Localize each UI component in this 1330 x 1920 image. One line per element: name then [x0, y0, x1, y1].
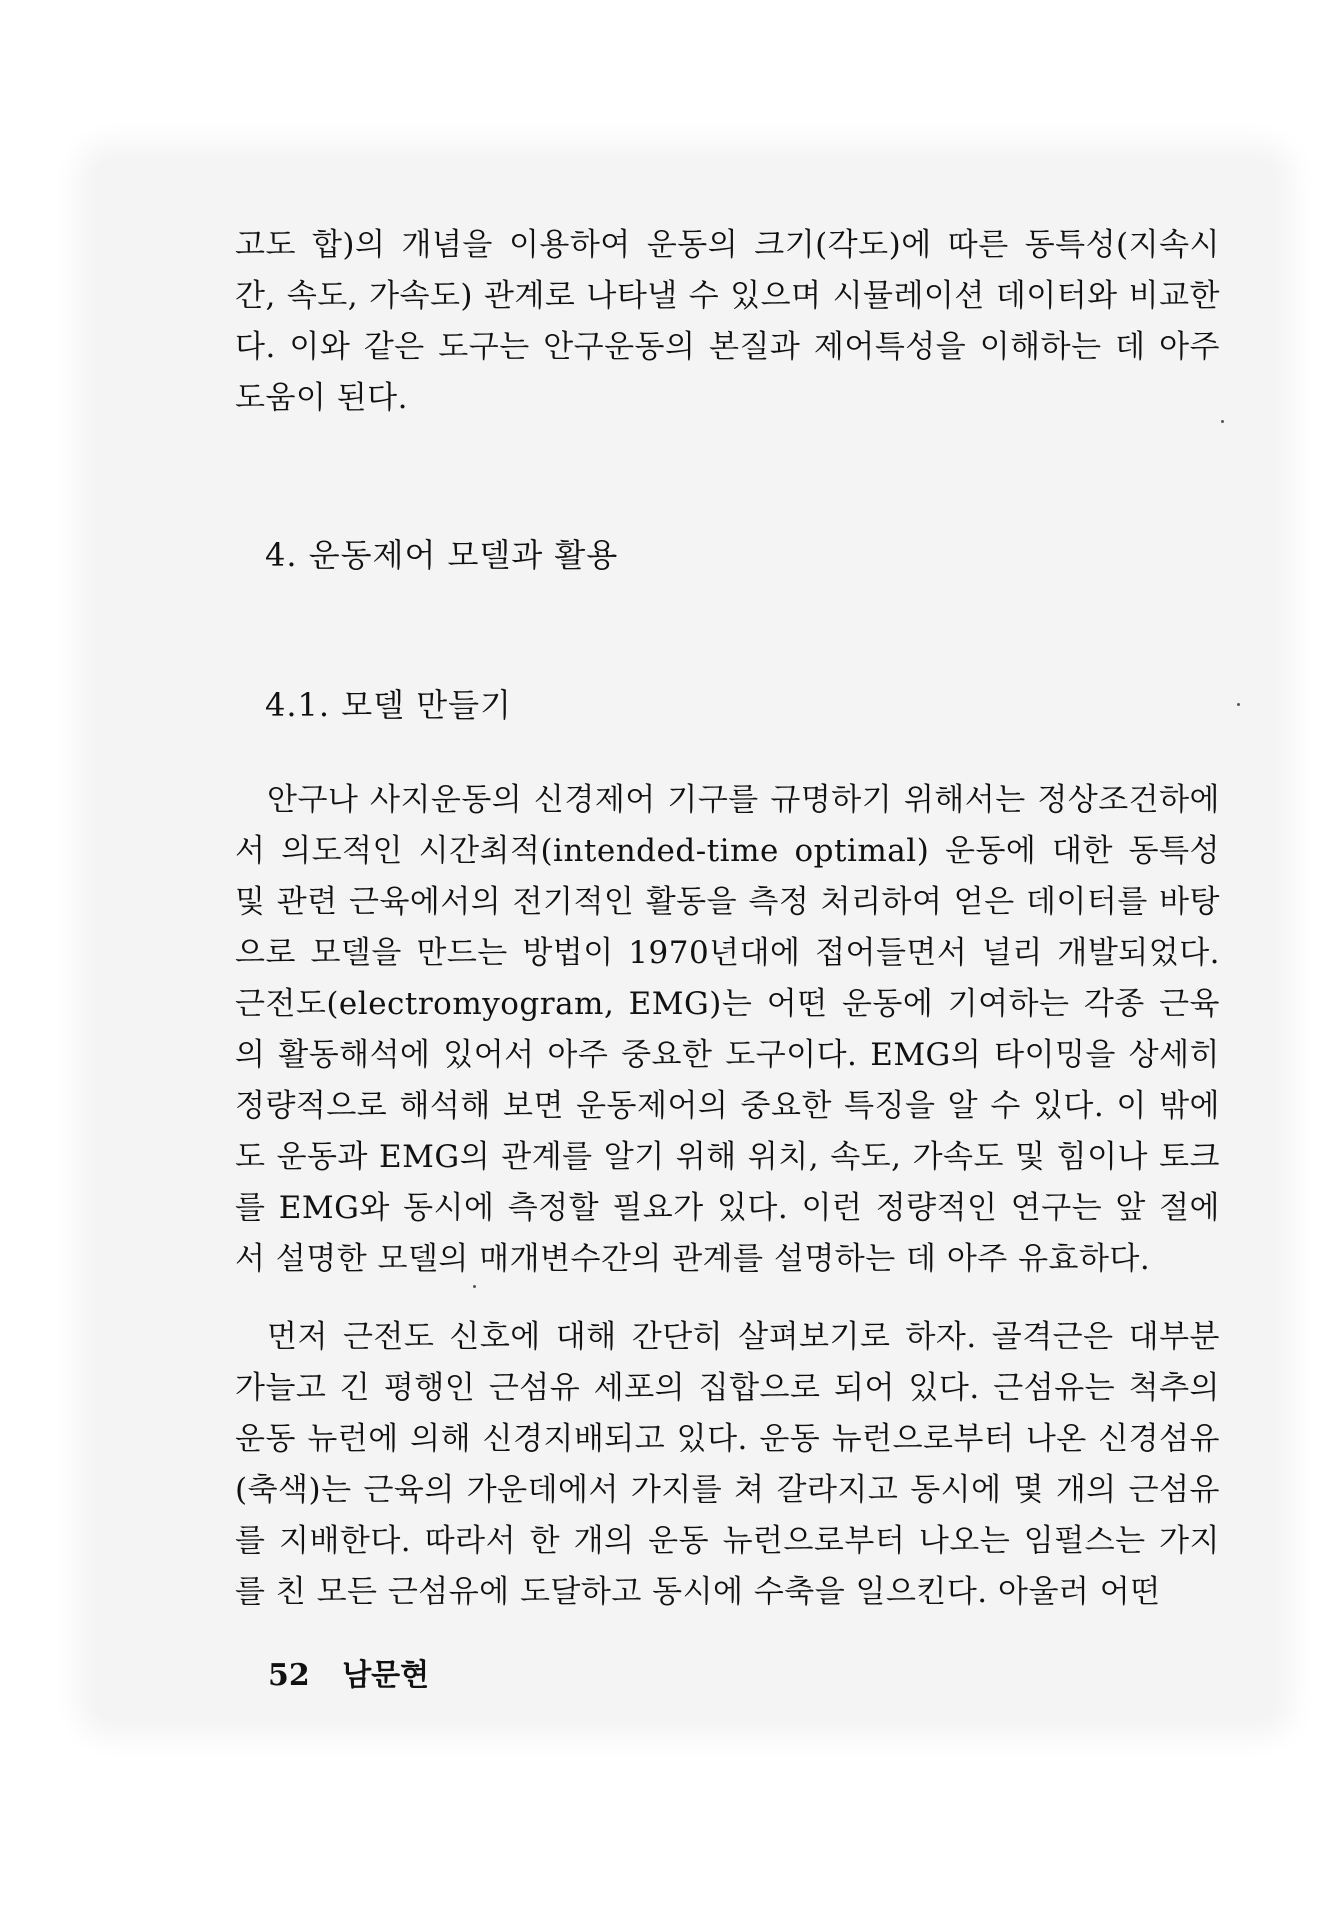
page-footer: [268, 1650, 429, 1694]
scan-speck: [473, 1285, 476, 1288]
subsection-heading: 4.1. 모델 만들기: [265, 686, 512, 724]
scan-speck: [1237, 703, 1240, 706]
intro-paragraph: 고도 합)의 개념을 이용하여 운동의 크기(각도)에 따른 동특성(지속시간, 속도, 가속도) 관계로 나타낼 수 있으며 시뮬레이션 데이터와 비교한다. 이와 같은 도구는 안구운동의 본질과 제어특성을 이해하는 데 아주 도움이 된다.: [235, 227, 1220, 416]
author-name: 남문현: [342, 1658, 430, 1693]
section-heading: 4. 운동제어 모델과 활용: [265, 536, 619, 574]
body-paragraph-1: 안구나 사지운동의 신경제어 기구를 규명하기 위해서는 정상조건하에서 의도적인 시간최적(intended-time optimal) 운동에 대한 동특성 및 관련 근육에서의 전기적인 활동을 측정 처리하여 얻은 데이터를 바탕으로 모델을 만드는 방법이 1970년대에 접어들면서 널리 개발되었다. 근전도(electromyogram, EMG)는 어떤 운동에 기여하는 각종 근육의 활동해석에 있어서 아주 중요한 도구이다. EMG의 타이밍을 상세히 정량적으로 해석해 보면 운동제어의 중요한 특징을 알 수 있다. 이 밖에도 운동과 EMG의 관계를 알기 위해 위치, 속도, 가속도 및 힘이나 토크를 EMG와 동시에 측정할 필요가 있다. 이런 정량적인 연구는 앞 절에서 설명한 모델의 매개변수간의 관계를 설명하는 데 아주 유효하다.: [235, 782, 1220, 1277]
page-number: 52: [268, 1658, 310, 1693]
body-paragraph-2: 먼저 근전도 신호에 대해 간단히 살펴보기로 하자. 골격근은 대부분 가늘고 긴 평행인 근섬유 세포의 집합으로 되어 있다. 근섬유는 척추의 운동 뉴런에 의해 신경지배되고 있다. 운동 뉴런으로부터 나온 신경섬유(축색)는 근육의 가운데에서 가지를 쳐 갈라지고 동시에 몇 개의 근섬유를 지배한다. 따라서 한 개의 운동 뉴런으로부터 나오는 임펄스는 가지를 친 모든 근섬유에 도달하고 동시에 수축을 일으킨다. 아울러 어떤: [235, 1319, 1220, 1610]
scan-speck: [1221, 420, 1224, 423]
